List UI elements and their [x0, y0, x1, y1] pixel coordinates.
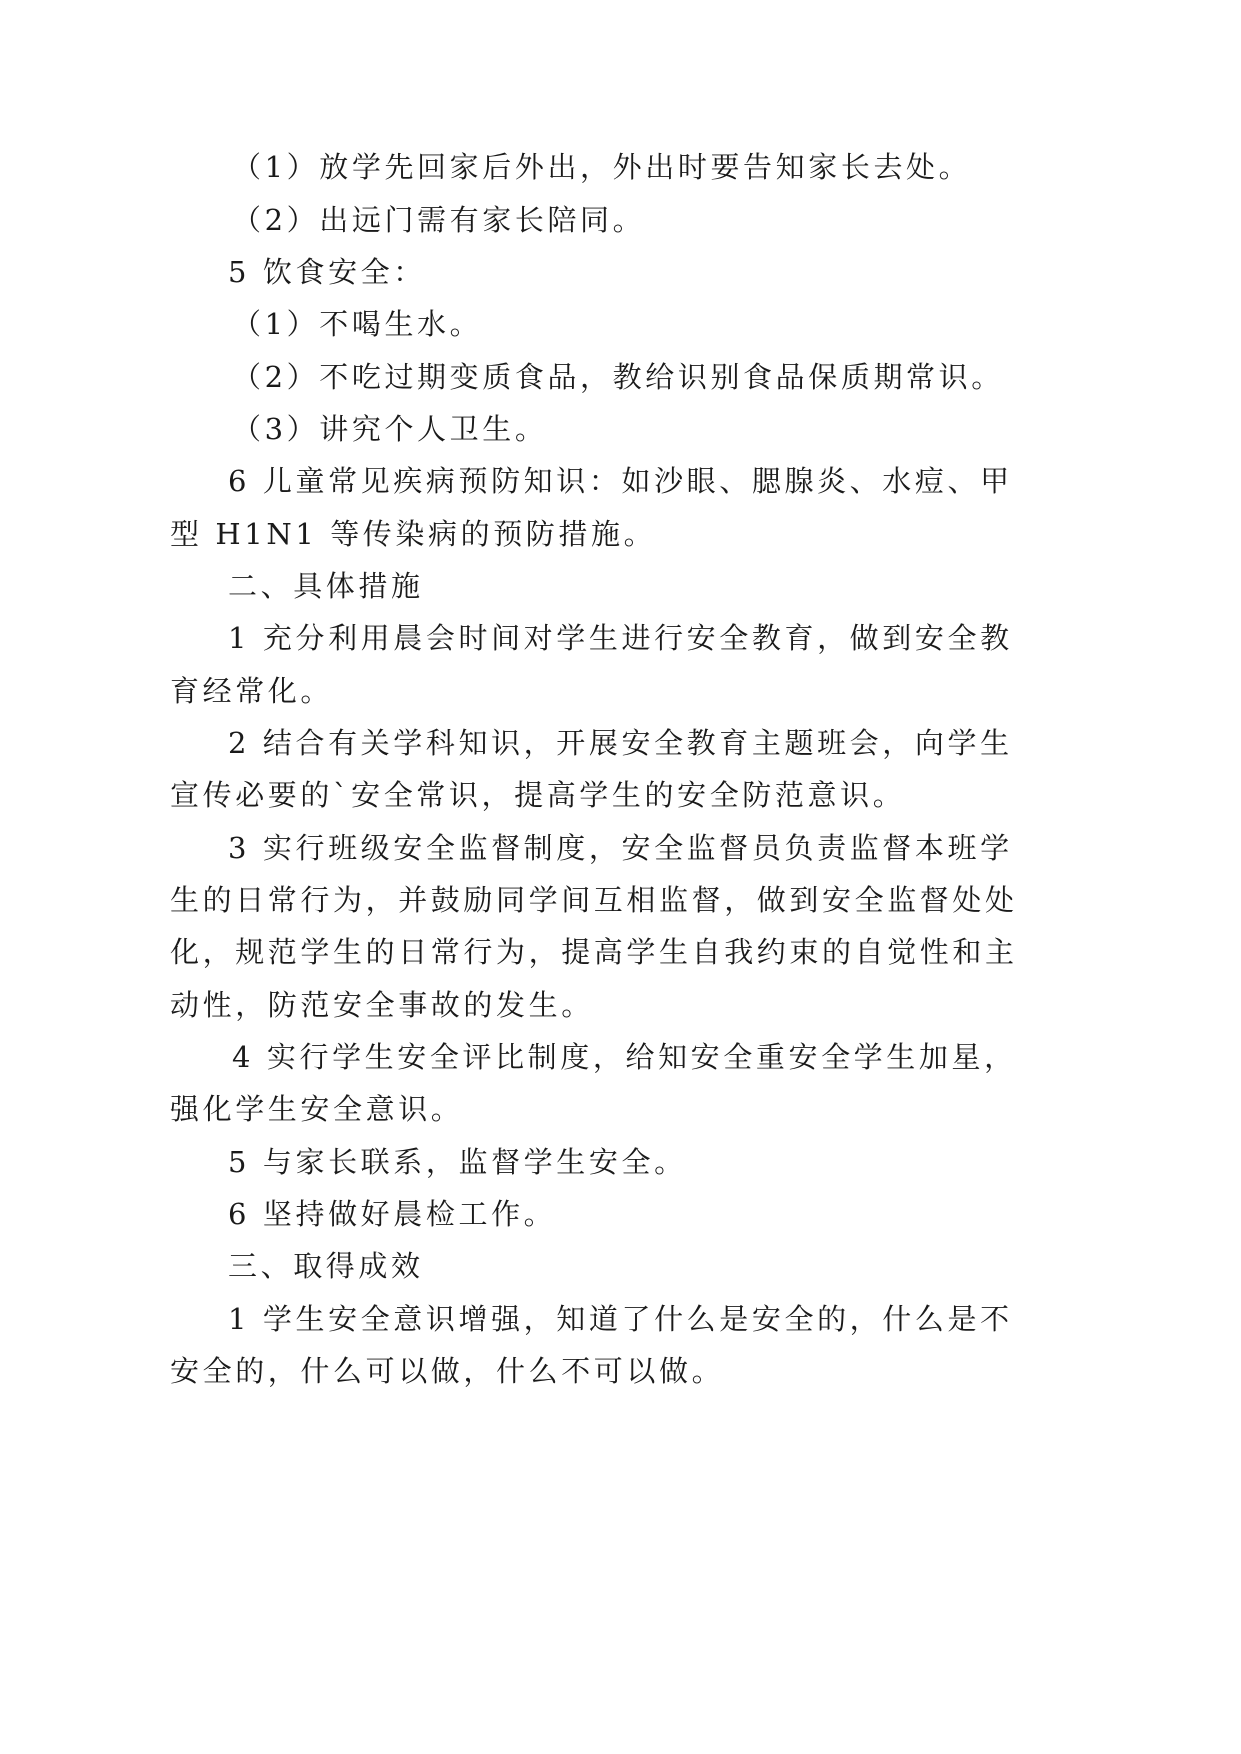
text-line-04: （1）不喝生水。 [232, 307, 483, 341]
text-line-16: 化，规范学生的日常行为，提高学生自我约束的自觉性和主 [170, 935, 1018, 969]
text-line-06: （3）讲究个人卫生。 [232, 412, 548, 446]
text-line-12: 2 结合有关学科知识，开展安全教育主题班会，向学生 [228, 726, 1013, 760]
text-line-08: 型 H1N1 等传染病的预防措施。 [170, 517, 657, 551]
text-line-19: 强化学生安全意识。 [170, 1092, 464, 1126]
text-line-23: 1 学生安全意识增强，知道了什么是安全的，什么是不 [228, 1302, 1013, 1336]
text-line-01: （1）放学先回家后外出，外出时要告知家长去处。 [232, 150, 972, 184]
text-line-15: 生的日常行为，并鼓励同学间互相监督，做到安全监督处处 [170, 883, 1018, 917]
text-line-20: 5 与家长联系，监督学生安全。 [228, 1145, 687, 1179]
text-line-07: 6 儿童常见疾病预防知识：如沙眼、腮腺炎、水痘、甲 [228, 464, 1013, 498]
section-heading-3: 三、取得成效 [228, 1249, 424, 1283]
text-line-05: （2）不吃过期变质食品，教给识别食品保质期常识。 [232, 360, 1004, 394]
text-line-11: 育经常化。 [170, 674, 334, 708]
text-line-13: 宣传必要的`安全常识，提高学生的安全防范意识。 [170, 778, 906, 812]
text-line-02: （2）出远门需有家长陪同。 [232, 203, 646, 237]
text-line-18: 4 实行学生安全评比制度，给知安全重安全学生加星， [232, 1040, 1017, 1074]
text-line-14: 3 实行班级安全监督制度，安全监督员负责监督本班学 [228, 831, 1013, 865]
text-line-10: 1 充分利用晨会时间对学生进行安全教育，做到安全教 [228, 621, 1013, 655]
text-line-03: 5 饮食安全： [228, 255, 426, 289]
text-line-24: 安全的，什么可以做，什么不可以做。 [170, 1354, 725, 1388]
text-line-17: 动性，防范安全事故的发生。 [170, 988, 594, 1022]
section-heading-2: 二、具体措施 [228, 569, 424, 603]
text-line-21: 6 坚持做好晨检工作。 [228, 1197, 557, 1231]
